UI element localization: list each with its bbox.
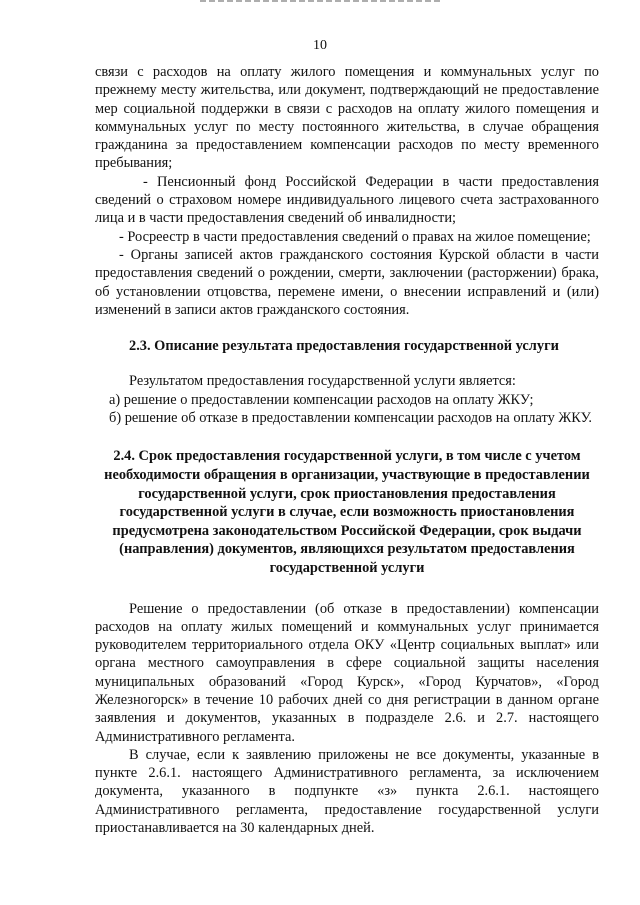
paragraph-suspension: В случае, если к заявлению приложены не все документы, указанные в пункте 2.6.1. настоящего Административного регламента, за исключением документа, указанного в подпункте «з» пункта 2.6.1. настоящего Административного регламента, предоставление государственной услуги приостанавливается на 30 календарных дней. <box>95 746 599 837</box>
scan-edge-line <box>200 0 440 2</box>
section-heading-2-4: 2.4. Срок предоставления государственной услуги, в том числе с учетом необходимости обращения в организации, участвующие в предоставлении государственной услуги, срок приостановления предоставления государственной услуги в случае, если возможность приостановления предусмотрена законодательством Российской Федерации, срок выдачи (направления) документов, являющихся результатом предоставления государственной услуги <box>104 448 590 576</box>
paragraph-intro: связи с расходов на оплату жилого помещения и коммунальных услуг по прежнему месту жительства, или документ, подтверждающий не предоставление мер социальной поддержки в связи с расходов на оплату жилого помещения и коммунальных услуг по месту постоянного жительства, в случае обращения гражданина за предоставлением компенсации расходов по месту временного пребывания; <box>95 64 599 172</box>
page-content <box>95 63 599 837</box>
paragraph-result-intro: Результатом предоставления государственной услуги является: <box>129 373 516 390</box>
paragraph-result-a: а) решение о предоставлении компенсации расходов на оплату ЖКУ; <box>109 391 534 408</box>
paragraph-decision: Решение о предоставлении (об отказе в предоставлении) компенсации расходов на оплату жилых помещений и коммунальных услуг принимается руководителем территориального отдела ОКУ «Центр социальных выплат» или органа местного самоуправления в сфере социальной защиты населения муниципальных образований «Город Курск», «Город Курчатов», «Город Железногорск» в течение 10 рабочих дней со дня регистрации в данном органе заявления и документов, указанных в подразделе 2.6. и 2.7. настоящего Административного регламента. <box>95 600 599 745</box>
section-heading-2-3: 2.3. Описание результата предоставления государственной услуги <box>129 338 559 355</box>
paragraph-rosreestr: - Росреестр в части предоставления сведений о правах на жилое помещение; <box>119 228 591 245</box>
page-number: 10 <box>313 38 327 53</box>
paragraph-result-b: б) решение об отказе в предоставлении компенсации расходов на оплату ЖКУ. <box>109 410 593 427</box>
paragraph-pension-fund: - Пенсионный фонд Российской Федерации в части предоставления сведений о страховом номере индивидуального лицевого счета застрахованного лица и в части предоставления сведений об инвалидности; <box>95 173 599 227</box>
paragraph-zags: - Органы записей актов гражданского состояния Курской области в части предоставления сведений о рождении, смерти, заключении (расторжении) брака, об установлении отцовства, перемене имени, о внесении исправлений и (или) изменений в записи актов гражданского состояния. <box>95 246 599 318</box>
